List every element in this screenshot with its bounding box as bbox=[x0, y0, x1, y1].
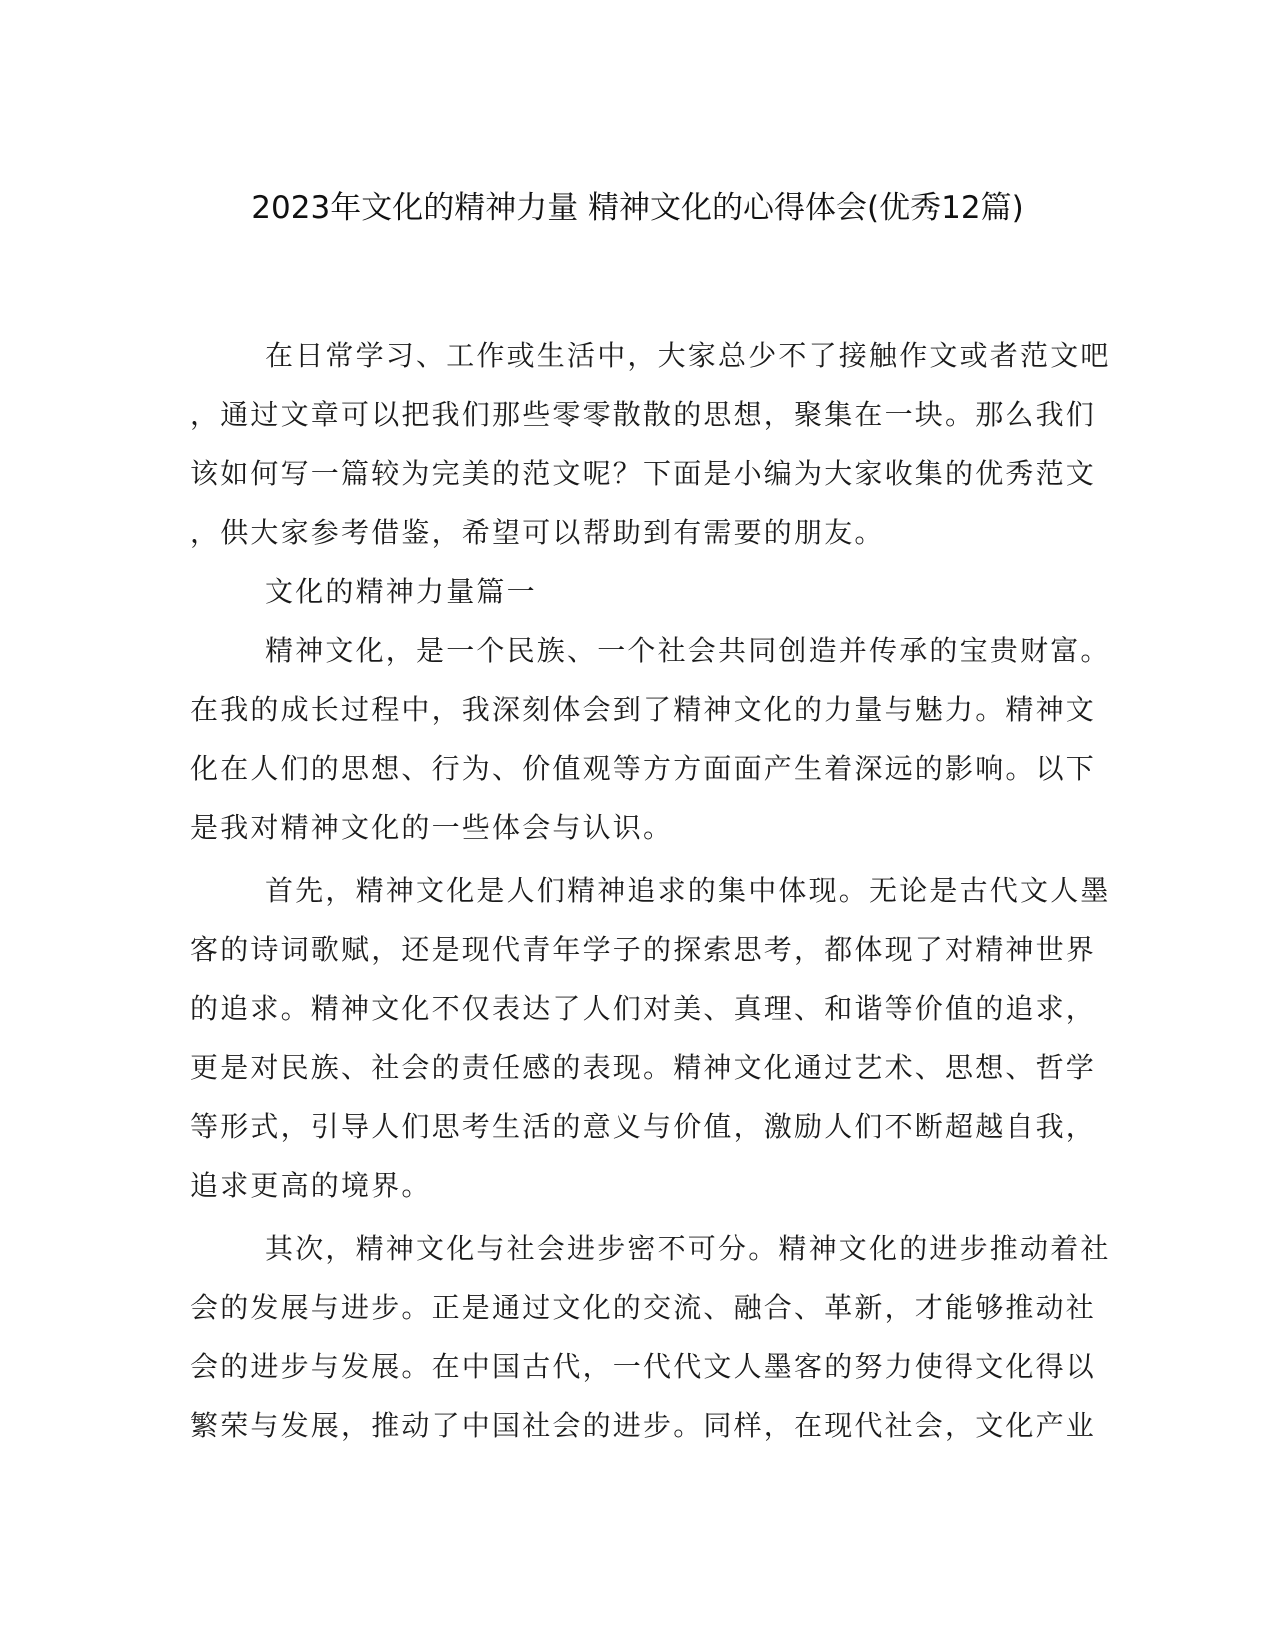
text-line: 会的发展与进步。正是通过文化的交流、融合、革新，才能够推动社 bbox=[190, 1291, 1097, 1324]
document-title: 2023年文化的精神力量 精神文化的心得体会(优秀12篇) bbox=[251, 190, 1024, 226]
text-line: ，供大家参考借鉴，希望可以帮助到有需要的朋友。 bbox=[190, 516, 885, 549]
text-line: 是我对精神文化的一些体会与认识。 bbox=[190, 811, 674, 844]
paragraph bbox=[190, 621, 1111, 857]
text-line: 等形式，引导人们思考生活的意义与价值，激励人们不断超越自我， bbox=[190, 1110, 1097, 1143]
paragraph bbox=[190, 861, 1111, 1215]
text-line: 繁荣与发展，推动了中国社会的进步。同样，在现代社会，文化产业 bbox=[190, 1409, 1097, 1442]
text-line: 化在人们的思想、行为、价值观等方方面面产生着深远的影响。以下 bbox=[190, 752, 1097, 785]
paragraph bbox=[190, 1219, 1111, 1455]
section-heading-text: 文化的精神力量篇一 bbox=[265, 575, 537, 608]
text-line: ，通过文章可以把我们那些零零散散的思想，聚集在一块。那么我们 bbox=[190, 398, 1097, 431]
document-body bbox=[190, 326, 1111, 1455]
text-line: 追求更高的境界。 bbox=[190, 1169, 432, 1202]
paragraph-intro bbox=[190, 326, 1111, 562]
text-line: 其次，精神文化与社会进步密不可分。精神文化的进步推动着社 bbox=[265, 1232, 1111, 1265]
text-line: 客的诗词歌赋，还是现代青年学子的探索思考，都体现了对精神世界 bbox=[190, 933, 1097, 966]
text-line: 精神文化，是一个民族、一个社会共同创造并传承的宝贵财富。 bbox=[265, 634, 1111, 667]
text-line: 在日常学习、工作或生活中，大家总少不了接触作文或者范文吧 bbox=[265, 339, 1111, 372]
text-line: 该如何写一篇较为完美的范文呢？下面是小编为大家收集的优秀范文 bbox=[190, 457, 1097, 490]
text-line: 在我的成长过程中，我深刻体会到了精神文化的力量与魅力。精神文 bbox=[190, 693, 1097, 726]
section-heading bbox=[190, 562, 1085, 621]
text-line: 更是对民族、社会的责任感的表现。精神文化通过艺术、思想、哲学 bbox=[190, 1051, 1097, 1084]
text-line: 首先，精神文化是人们精神追求的集中体现。无论是古代文人墨 bbox=[265, 874, 1111, 907]
text-line: 会的进步与发展。在中国古代，一代代文人墨客的努力使得文化得以 bbox=[190, 1350, 1097, 1383]
text-line: 的追求。精神文化不仅表达了人们对美、真理、和谐等价值的追求， bbox=[190, 992, 1097, 1025]
